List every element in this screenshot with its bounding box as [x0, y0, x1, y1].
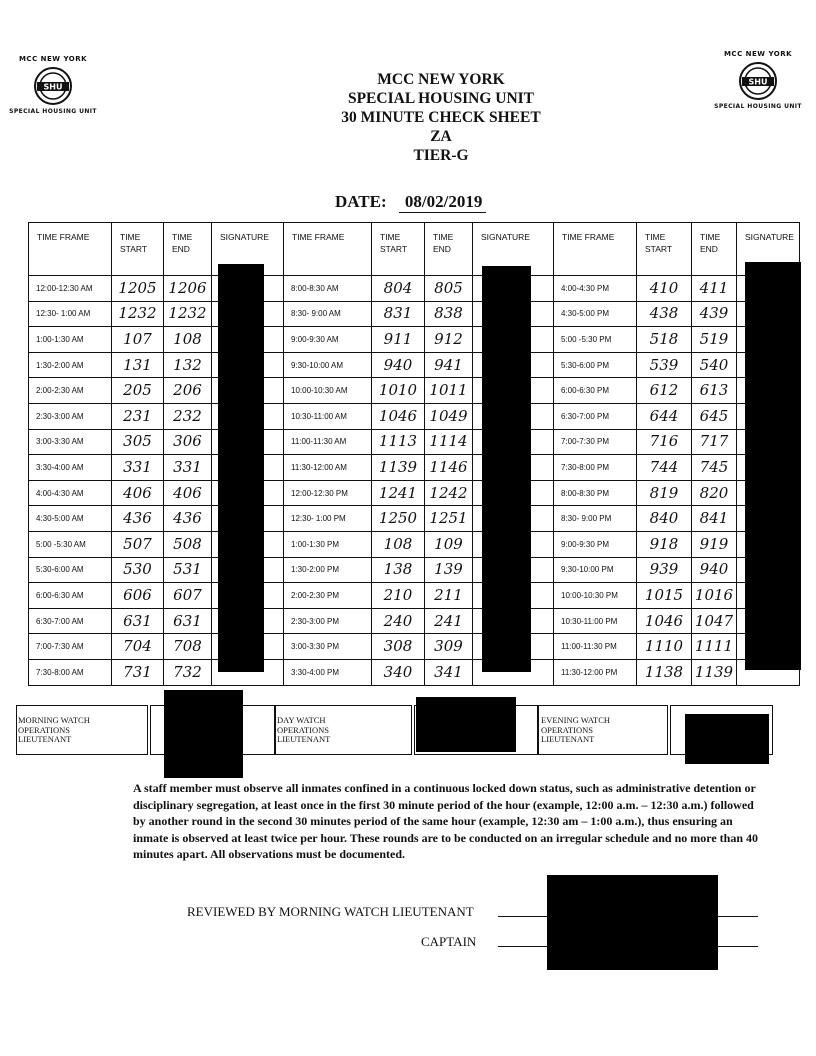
time-end-cell: 1232 [164, 301, 212, 327]
table-row [29, 659, 800, 685]
time-end-cell: 1251 [425, 506, 473, 532]
time-start-cell: 612 [637, 378, 692, 404]
time-start-cell: 240 [372, 608, 425, 634]
time-start-cell: 108 [372, 531, 425, 557]
time-end-cell: 306 [164, 429, 212, 455]
table-row [29, 429, 800, 455]
day-lt-label: LIEUTENANT [277, 734, 331, 744]
watch-signature-row [16, 705, 773, 755]
time-frame-cell: 6:00-6:30 AM [29, 583, 112, 609]
time-start-cell: 530 [112, 557, 164, 583]
time-frame-cell: 1:30-2:00 AM [29, 352, 112, 378]
title-line: SPECIAL HOUSING UNIT [347, 90, 535, 107]
time-frame-cell: 1:00-1:30 AM [29, 327, 112, 353]
time-end-cell: 241 [425, 608, 473, 634]
table-row [29, 276, 800, 302]
redacted-evening-lieutenant [685, 714, 769, 764]
col-header: SIGNATURE [737, 223, 800, 276]
time-end-cell: 1016 [692, 583, 737, 609]
time-start-cell: 410 [637, 276, 692, 302]
time-start-cell: 210 [372, 583, 425, 609]
time-frame-cell: 2:00-2:30 PM [284, 583, 372, 609]
time-start-cell: 1015 [637, 583, 692, 609]
time-start-cell: 308 [372, 634, 425, 660]
morning-watch-label: MORNING WATCH [18, 715, 90, 725]
policy-text: A staff member must observe all inmates confined in a continuous locked down status, such as administrative detention or disciplinary segregation, at least once in the first 30 minute period of the hour (example, 12:00 a.m. – 12:30 a.m.) followed by another round in the second 30 minutes period of the same hour (example, 12:30 am – 1:00 a.m.), thus ensuring an inmate is observed at least twice per hour. These rounds are to be conducted on an irregular schedule and no more than 40 minutes apart. All observations must be documented. [133, 781, 759, 861]
time-frame-cell: 4:00-4:30 AM [29, 480, 112, 506]
time-start-cell: 1205 [112, 276, 164, 302]
time-end-cell: 1111 [692, 634, 737, 660]
time-start-cell: 1250 [372, 506, 425, 532]
captain-label: CAPTAIN [421, 934, 477, 949]
time-frame-cell: 11:00-11:30 AM [284, 429, 372, 455]
logo-left [3, 55, 103, 115]
morning-watch-box [16, 705, 148, 755]
time-end-cell: 1139 [692, 659, 737, 685]
time-start-cell: 1138 [637, 659, 692, 685]
time-end-cell: 841 [692, 506, 737, 532]
time-end-cell: 508 [164, 531, 212, 557]
time-frame-cell: 10:00-10:30 AM [284, 378, 372, 404]
col-header: TIME FRAME [29, 223, 112, 276]
col-header: TIME END [425, 223, 473, 276]
time-start-cell: 231 [112, 403, 164, 429]
time-frame-cell: 2:00-2:30 AM [29, 378, 112, 404]
time-end-cell: 1049 [425, 403, 473, 429]
time-start-cell: 507 [112, 531, 164, 557]
table-row [29, 557, 800, 583]
time-start-cell: 438 [637, 301, 692, 327]
time-end-cell: 1047 [692, 608, 737, 634]
check-table [28, 222, 800, 686]
date-line [335, 192, 486, 213]
table-row [29, 506, 800, 532]
day-watch-box [274, 705, 412, 755]
logo-name: MCC NEW YORK [723, 50, 793, 58]
col-header: SIGNATURE [473, 223, 554, 276]
morning-ops-label: OPERATIONS [18, 724, 70, 735]
time-end-cell: 1011 [425, 378, 473, 404]
time-end-cell: 206 [164, 378, 212, 404]
time-end-cell: 411 [692, 276, 737, 302]
time-frame-cell: 5:00 -5:30 PM [554, 327, 637, 353]
time-frame-cell: 3:30-4:00 AM [29, 455, 112, 481]
shu-seal-icon [33, 66, 73, 106]
table-row [29, 455, 800, 481]
col-header: TIME START [637, 223, 692, 276]
time-frame-cell: 5:00 -5:30 AM [29, 531, 112, 557]
time-end-cell: 540 [692, 352, 737, 378]
time-start-cell: 305 [112, 429, 164, 455]
time-start-cell: 939 [637, 557, 692, 583]
logo-subtitle: SPECIAL HOUSING UNIT [714, 103, 802, 110]
evening-watch-box [538, 705, 668, 755]
reviewed-by-label: REVIEWED BY MORNING WATCH LIEUTENANT [187, 904, 474, 919]
time-start-cell: 831 [372, 301, 425, 327]
time-end-cell: 331 [164, 455, 212, 481]
time-start-cell: 138 [372, 557, 425, 583]
time-end-cell: 645 [692, 403, 737, 429]
time-end-cell: 631 [164, 608, 212, 634]
time-frame-cell: 3:00-3:30 AM [29, 429, 112, 455]
time-end-cell: 341 [425, 659, 473, 685]
time-frame-cell: 12:00-12:30 PM [284, 480, 372, 506]
time-end-cell: 109 [425, 531, 473, 557]
time-end-cell: 838 [425, 301, 473, 327]
time-end-cell: 820 [692, 480, 737, 506]
time-frame-cell: 8:00-8:30 AM [284, 276, 372, 302]
col-header: SIGNATURE [212, 223, 284, 276]
time-frame-cell: 6:30-7:00 AM [29, 608, 112, 634]
time-end-cell: 108 [164, 327, 212, 353]
time-end-cell: 1242 [425, 480, 473, 506]
time-frame-cell: 12:30- 1:00 AM [29, 301, 112, 327]
table-row [29, 480, 800, 506]
time-end-cell: 1206 [164, 276, 212, 302]
time-end-cell: 132 [164, 352, 212, 378]
redacted-signatures-evening [745, 262, 801, 670]
col-header: TIME FRAME [284, 223, 372, 276]
time-start-cell: 406 [112, 480, 164, 506]
time-start-cell: 731 [112, 659, 164, 685]
time-start-cell: 606 [112, 583, 164, 609]
table-row [29, 531, 800, 557]
time-frame-cell: 7:00-7:30 PM [554, 429, 637, 455]
time-frame-cell: 10:30-11:00 PM [554, 608, 637, 634]
shu-seal-icon [738, 61, 778, 101]
time-start-cell: 704 [112, 634, 164, 660]
time-start-cell: 819 [637, 480, 692, 506]
redacted-signatures-day [482, 266, 531, 672]
logo-subtitle: SPECIAL HOUSING UNIT [9, 108, 97, 115]
time-start-cell: 1046 [637, 608, 692, 634]
time-end-cell: 745 [692, 455, 737, 481]
time-frame-cell: 9:30-10:00 AM [284, 352, 372, 378]
time-end-cell: 919 [692, 531, 737, 557]
time-start-cell: 804 [372, 276, 425, 302]
table-row [29, 403, 800, 429]
logo-name: MCC NEW YORK [18, 55, 88, 63]
time-end-cell: 941 [425, 352, 473, 378]
time-start-cell: 840 [637, 506, 692, 532]
day-ops-label: OPERATIONS [277, 724, 329, 735]
time-frame-cell: 7:00-7:30 AM [29, 634, 112, 660]
title-line: ZA [430, 128, 452, 145]
logo-right [708, 50, 808, 110]
time-end-cell: 1146 [425, 455, 473, 481]
title-line: 30 MINUTE CHECK SHEET [341, 109, 541, 126]
time-frame-cell: 6:00-6:30 PM [554, 378, 637, 404]
title-line: TIER-G [413, 147, 469, 164]
time-frame-cell: 3:00-3:30 PM [284, 634, 372, 660]
time-start-cell: 1046 [372, 403, 425, 429]
time-end-cell: 607 [164, 583, 212, 609]
time-frame-cell: 5:30-6:00 AM [29, 557, 112, 583]
time-end-cell: 211 [425, 583, 473, 609]
date-label: DATE: [335, 192, 387, 211]
date-value: 08/02/2019 [399, 192, 486, 213]
time-frame-cell: 3:30-4:00 PM [284, 659, 372, 685]
time-frame-cell: 8:00-8:30 PM [554, 480, 637, 506]
time-frame-cell: 2:30-3:00 AM [29, 403, 112, 429]
time-end-cell: 531 [164, 557, 212, 583]
time-start-cell: 644 [637, 403, 692, 429]
redacted-review-signatures [547, 875, 718, 970]
evening-ops-label: OPERATIONS [541, 724, 593, 735]
col-header: TIME START [372, 223, 425, 276]
time-frame-cell: 9:30-10:00 PM [554, 557, 637, 583]
time-start-cell: 131 [112, 352, 164, 378]
time-end-cell: 940 [692, 557, 737, 583]
time-frame-cell: 7:30-8:00 AM [29, 659, 112, 685]
day-watch-label: DAY WATCH [277, 715, 326, 725]
time-start-cell: 107 [112, 327, 164, 353]
seal-badge: SHU [43, 82, 63, 92]
time-frame-cell: 4:30-5:00 AM [29, 506, 112, 532]
time-start-cell: 518 [637, 327, 692, 353]
col-header: TIME END [692, 223, 737, 276]
time-end-cell: 912 [425, 327, 473, 353]
time-frame-cell: 11:30-12:00 AM [284, 455, 372, 481]
col-header: TIME START [112, 223, 164, 276]
title-line: MCC NEW YORK [377, 71, 505, 88]
table-row [29, 327, 800, 353]
time-start-cell: 911 [372, 327, 425, 353]
time-start-cell: 436 [112, 506, 164, 532]
time-frame-cell: 9:00-9:30 PM [554, 531, 637, 557]
time-frame-cell: 12:00-12:30 AM [29, 276, 112, 302]
table-header-row [29, 223, 800, 276]
time-end-cell: 717 [692, 429, 737, 455]
time-start-cell: 1010 [372, 378, 425, 404]
col-header: TIME FRAME [554, 223, 637, 276]
table-row [29, 301, 800, 327]
time-frame-cell: 7:30-8:00 PM [554, 455, 637, 481]
time-frame-cell: 9:00-9:30 AM [284, 327, 372, 353]
time-frame-cell: 1:00-1:30 PM [284, 531, 372, 557]
time-frame-cell: 4:30-5:00 PM [554, 301, 637, 327]
time-start-cell: 340 [372, 659, 425, 685]
time-start-cell: 631 [112, 608, 164, 634]
time-start-cell: 918 [637, 531, 692, 557]
table-row [29, 634, 800, 660]
time-frame-cell: 12:30- 1:00 PM [284, 506, 372, 532]
time-start-cell: 331 [112, 455, 164, 481]
time-end-cell: 708 [164, 634, 212, 660]
time-end-cell: 309 [425, 634, 473, 660]
time-start-cell: 1113 [372, 429, 425, 455]
time-frame-cell: 5:30-6:00 PM [554, 352, 637, 378]
evening-lt-label: LIEUTENANT [541, 734, 595, 744]
time-start-cell: 1139 [372, 455, 425, 481]
time-start-cell: 1110 [637, 634, 692, 660]
table-row [29, 583, 800, 609]
col-header: TIME END [164, 223, 212, 276]
morning-lt-label: LIEUTENANT [18, 734, 72, 744]
time-end-cell: 406 [164, 480, 212, 506]
time-frame-cell: 2:30-3:00 PM [284, 608, 372, 634]
time-frame-cell: 10:30-11:00 AM [284, 403, 372, 429]
document-title [240, 70, 642, 165]
time-start-cell: 716 [637, 429, 692, 455]
time-end-cell: 232 [164, 403, 212, 429]
time-end-cell: 1114 [425, 429, 473, 455]
time-frame-cell: 8:30- 9:00 AM [284, 301, 372, 327]
time-end-cell: 732 [164, 659, 212, 685]
time-frame-cell: 6:30-7:00 PM [554, 403, 637, 429]
time-end-cell: 613 [692, 378, 737, 404]
table-row [29, 378, 800, 404]
time-start-cell: 205 [112, 378, 164, 404]
time-frame-cell: 11:30-12:00 PM [554, 659, 637, 685]
time-end-cell: 805 [425, 276, 473, 302]
time-end-cell: 436 [164, 506, 212, 532]
time-end-cell: 439 [692, 301, 737, 327]
time-frame-cell: 1:30-2:00 PM [284, 557, 372, 583]
time-frame-cell: 10:00-10:30 PM [554, 583, 637, 609]
time-start-cell: 1232 [112, 301, 164, 327]
time-start-cell: 1241 [372, 480, 425, 506]
time-end-cell: 139 [425, 557, 473, 583]
time-end-cell: 519 [692, 327, 737, 353]
time-frame-cell: 11:00-11:30 PM [554, 634, 637, 660]
time-frame-cell: 8:30- 9:00 PM [554, 506, 637, 532]
time-start-cell: 539 [637, 352, 692, 378]
redacted-signatures-morning [218, 264, 264, 672]
time-frame-cell: 4:00-4:30 PM [554, 276, 637, 302]
evening-watch-label: EVENING WATCH [541, 715, 611, 725]
seal-badge: SHU [748, 77, 768, 87]
redacted-morning-lieutenant [164, 690, 243, 778]
table-row [29, 352, 800, 378]
table-row [29, 608, 800, 634]
time-start-cell: 940 [372, 352, 425, 378]
redacted-day-lieutenant [416, 697, 516, 752]
time-start-cell: 744 [637, 455, 692, 481]
